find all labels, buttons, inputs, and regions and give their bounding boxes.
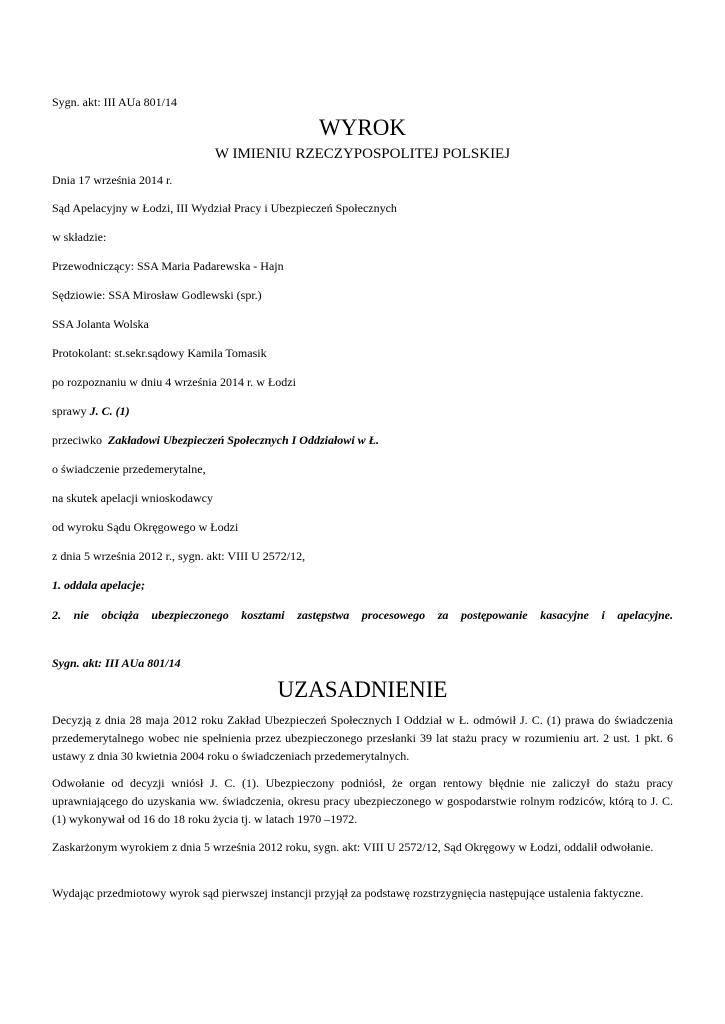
against-prefix: przeciwko bbox=[52, 433, 102, 447]
judges-line: Sędziowie: SSA Mirosław Godlewski (spr.) bbox=[52, 288, 262, 302]
hearing-info: po rozpoznaniu w dniu 4 września 2014 r. w Łodzi bbox=[52, 375, 296, 389]
against-line bbox=[52, 433, 379, 448]
case-signature: Sygn. akt: III AUa 801/14 bbox=[52, 95, 177, 109]
case-prefix: sprawy bbox=[52, 404, 87, 418]
against-party: Zakładowi Ubezpieczeń Społecznych I Oddziałowi w Ł. bbox=[107, 433, 379, 447]
presiding-judge: Przewodniczący: SSA Maria Padarewska - Hajn bbox=[52, 259, 284, 273]
justification-title: UZASADNIENIE bbox=[277, 677, 448, 702]
court-name: Sąd Apelacyjny w Łodzi, III Wydział Pracy i Ubezpieczeń Społecznych bbox=[52, 201, 397, 215]
justification-paragraph: Zaskarżonym wyrokiem z dnia 5 września 2012 roku, sygn. akt: VIII U 2572/12, Sąd Okręgowy w Łodzi, oddalił odwołanie. bbox=[52, 840, 654, 854]
justification-paragraph: Decyzją z dnia 28 maja 2012 roku Zakład Ubezpieczeń Społecznych I Oddział w Ł. odmówił J. C. (1) prawa do świadczenia przedemerytalnego wobec nie spełnienia przez ubezpieczonego przesłanki 39 lat stażu pracy w rozumieniu art. 2 ust. 1 pkt. 6 ustawy z dnia 30 kwietnia 2004 roku o świadczeniach przedemerytalnych. bbox=[52, 713, 673, 763]
judgment-subtitle: W IMIENIU RZECZYPOSPOLITEJ POLSKIEJ bbox=[214, 146, 511, 162]
ruling-item-2: 2. nie obciąża ubezpieczonego kosztami zastępstwa procesowego za postępowanie kasacyjne i apelacyjne. bbox=[52, 608, 673, 622]
judgment-title: WYROK bbox=[319, 115, 406, 140]
case-subject: o świadczenie przedemerytalne, bbox=[52, 462, 206, 476]
lower-judgment-date: z dnia 5 września 2012 r., sygn. akt: VIII U 2572/12, bbox=[52, 549, 306, 563]
judge-second: SSA Jolanta Wolska bbox=[52, 317, 149, 331]
appeal-info: na skutek apelacji wnioskodawcy bbox=[52, 491, 213, 505]
justification-paragraph: Wydając przedmiotowy wyrok sąd pierwszej instancji przyjął za podstawę rozstrzygnięcia następujące ustalenia faktyczne. bbox=[52, 886, 644, 900]
composition-label: w składzie: bbox=[52, 230, 107, 244]
case-party: J. C. (1) bbox=[89, 404, 130, 418]
judgment-date: Dnia 17 września 2014 r. bbox=[52, 173, 173, 187]
case-party-line bbox=[52, 404, 130, 419]
lower-court-judgment: od wyroku Sądu Okręgowego w Łodzi bbox=[52, 520, 239, 534]
ruling-item-1: 1. oddala apelacje; bbox=[52, 578, 145, 592]
justification-signature: Sygn. akt: III AUa 801/14 bbox=[52, 656, 181, 670]
justification-paragraph: Odwołanie od decyzji wniósł J. C. (1). Ubezpieczony podniósł, że organ rentowy błędnie nie zaliczył do stażu pracy uprawniającego do uzyskania ww. świadczenia, okresu pracy ubezpieczonego w gospodarstwie rolnym rodziców, którą to J. C. (1) wykonywał od 16 do 18 roku życia tj. w latach 1970 –1972. bbox=[52, 776, 673, 826]
court-clerk: Protokolant: st.sekr.sądowy Kamila Tomasik bbox=[52, 346, 267, 360]
